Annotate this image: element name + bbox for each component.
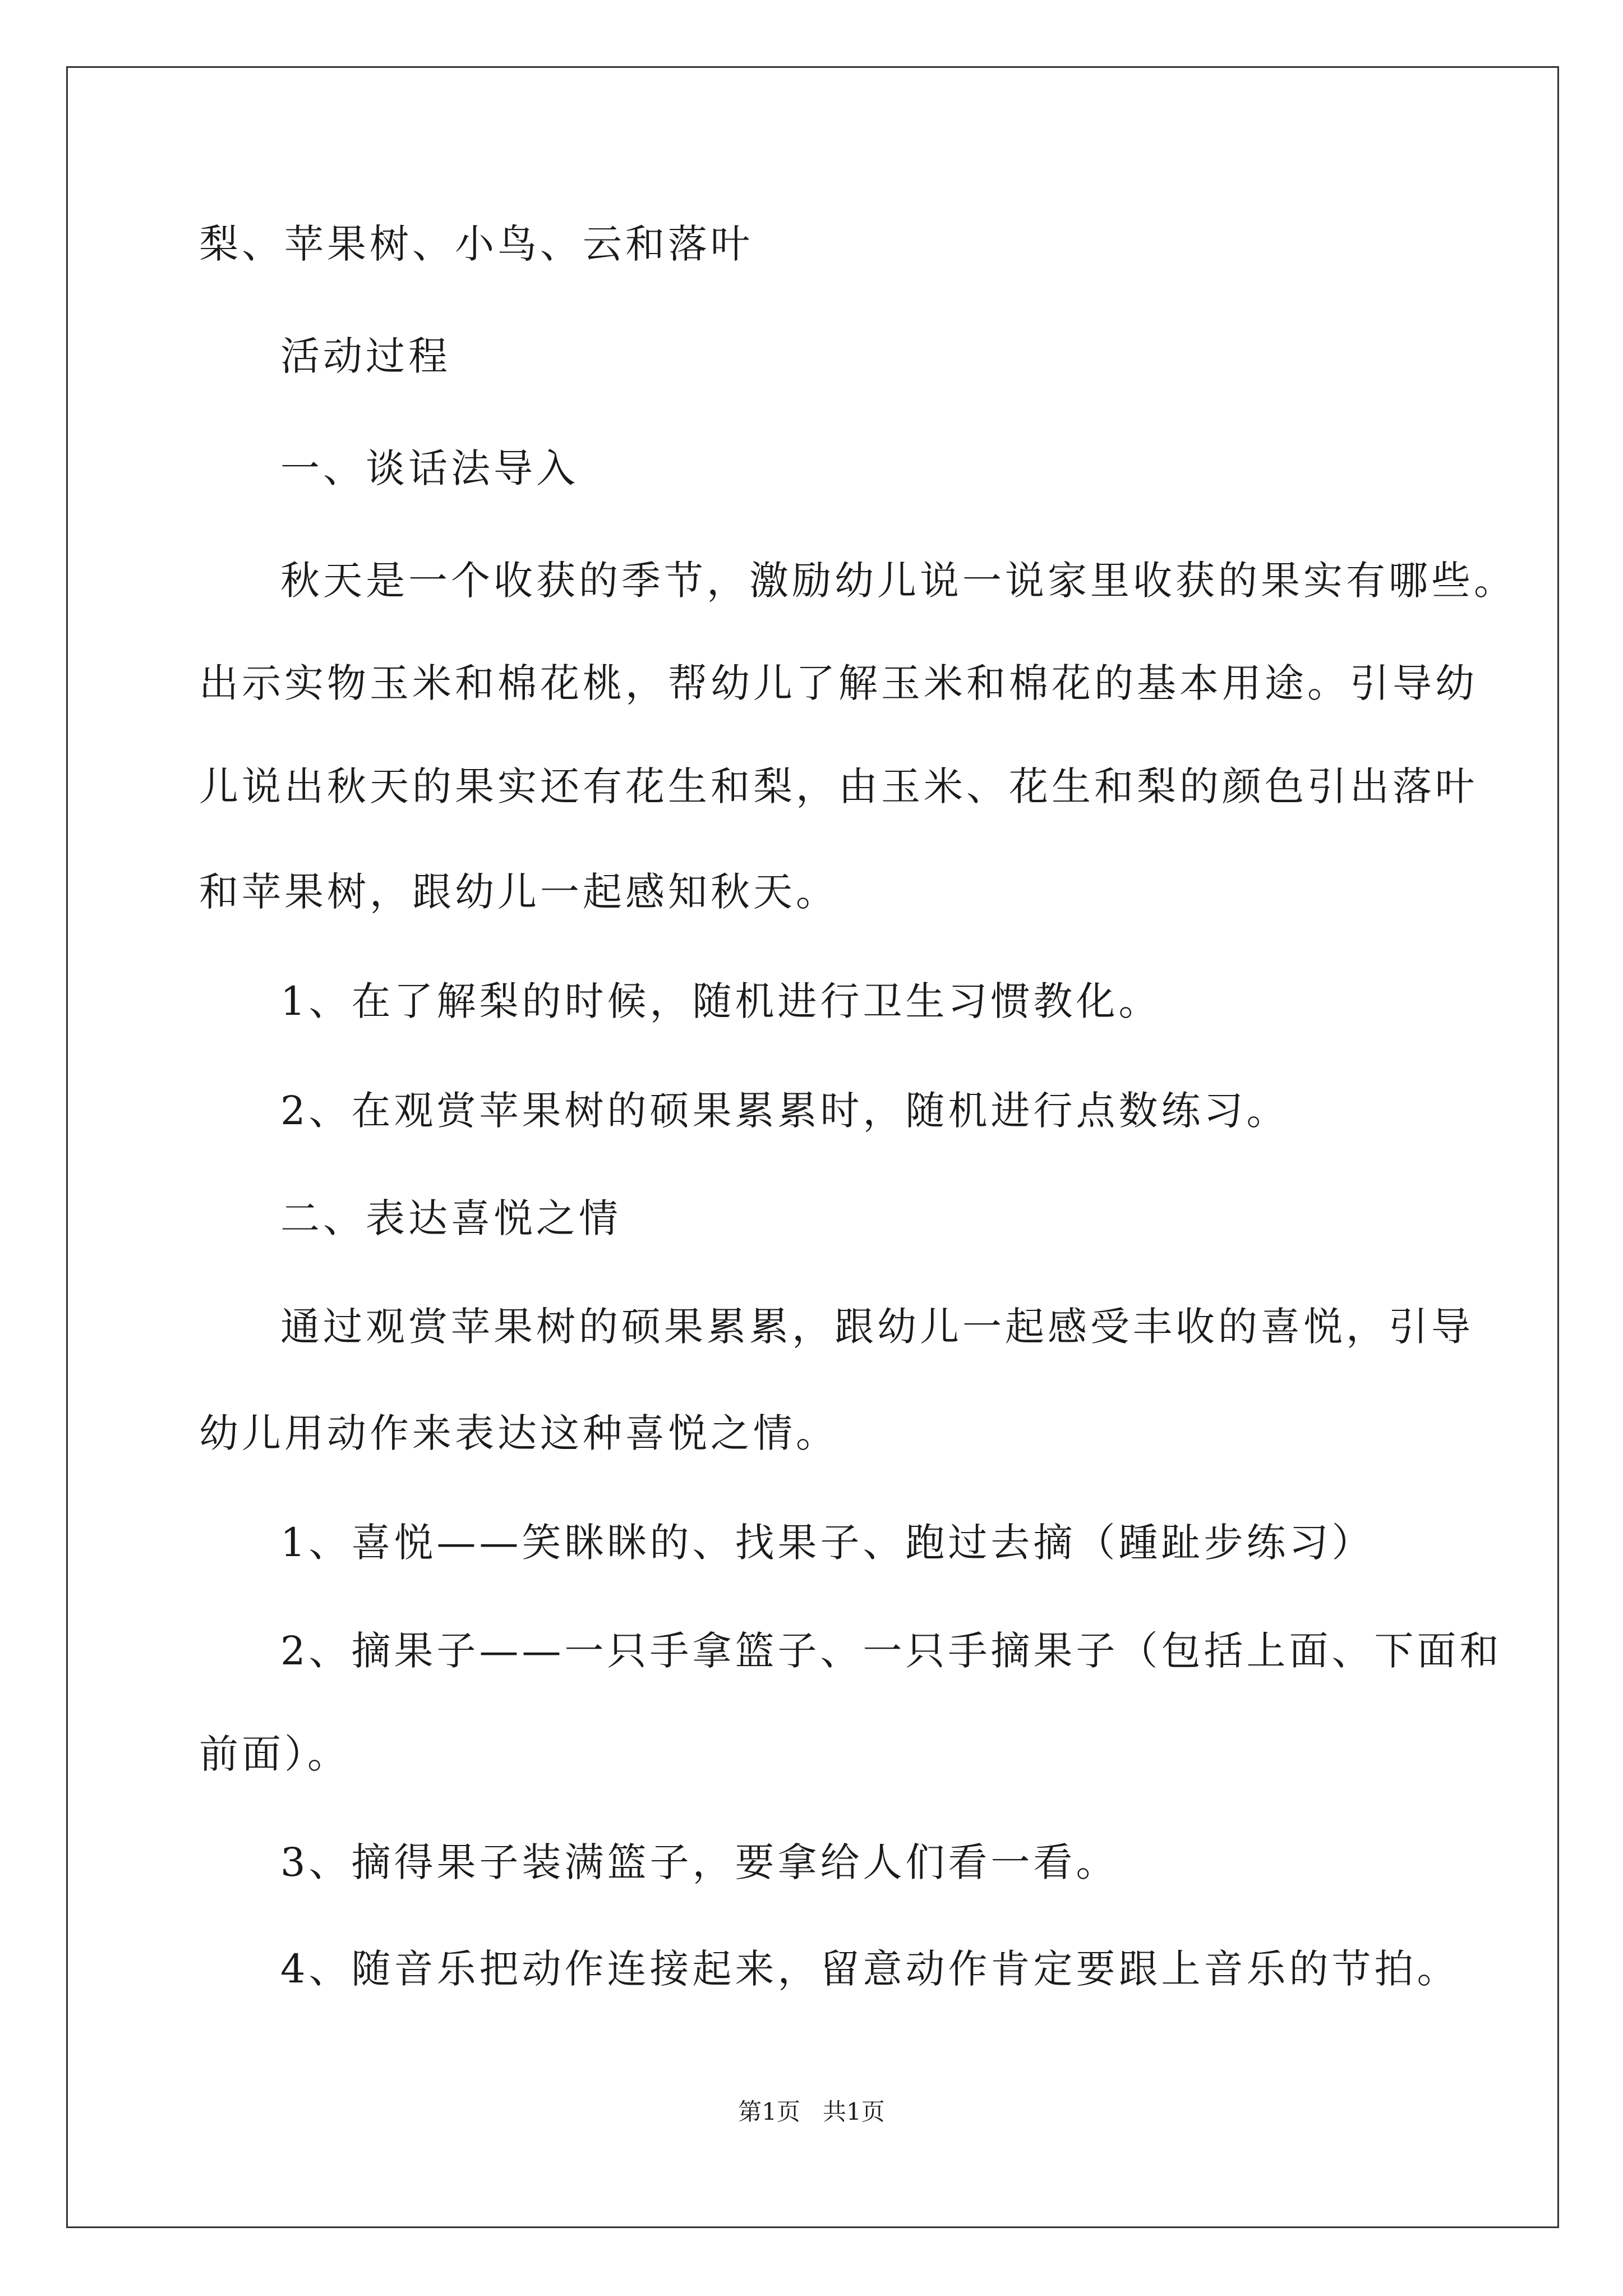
list-item: 1、喜悦——笑眯眯的、找果子、跑过去摘（踵趾步练习） [280,1520,1375,1566]
materials-line: 梨、苹果树、小鸟、云和落叶 [199,221,753,267]
section-heading-1: 一、谈话法导入 [280,445,579,491]
section-heading-activity-process: 活动过程 [280,333,451,379]
list-item: 2、摘果子——一只手拿篮子、一只手摘果子（包括上面、下面和 [280,1628,1502,1674]
paragraph-line: 和苹果树，跟幼儿一起感知秋天。 [199,869,838,915]
paragraph-line: 前面）。 [199,1731,350,1777]
page-number-footer: 第1页 共1页 [738,2098,885,2125]
page-border [66,66,1559,2228]
paragraph-line: 通过观赏苹果树的硕果累累，跟幼儿一起感受丰收的喜悦，引导 [280,1304,1474,1350]
paragraph-line: 儿说出秋天的果实还有花生和梨，由玉米、花生和梨的颜色引出落叶 [199,763,1478,809]
list-item: 1、在了解梨的时候，随机进行卫生习惯教化。 [280,978,1161,1024]
section-heading-2: 二、表达喜悦之情 [280,1195,621,1241]
paragraph-line: 出示实物玉米和棉花桃，帮幼儿了解玉米和棉花的基本用途。引导幼 [199,660,1478,706]
list-item: 2、在观赏苹果树的硕果累累时，随机进行点数练习。 [280,1088,1289,1134]
list-item: 4、随音乐把动作连接起来，留意动作肯定要跟上音乐的节拍。 [280,1946,1460,1992]
paragraph-line: 幼儿用动作来表达这种喜悦之情。 [199,1410,838,1456]
paragraph-line: 秋天是一个收获的季节，激励幼儿说一说家里收获的果实有哪些。 [280,558,1516,604]
list-item: 3、摘得果子装满篮子，要拿给人们看一看。 [280,1839,1119,1885]
